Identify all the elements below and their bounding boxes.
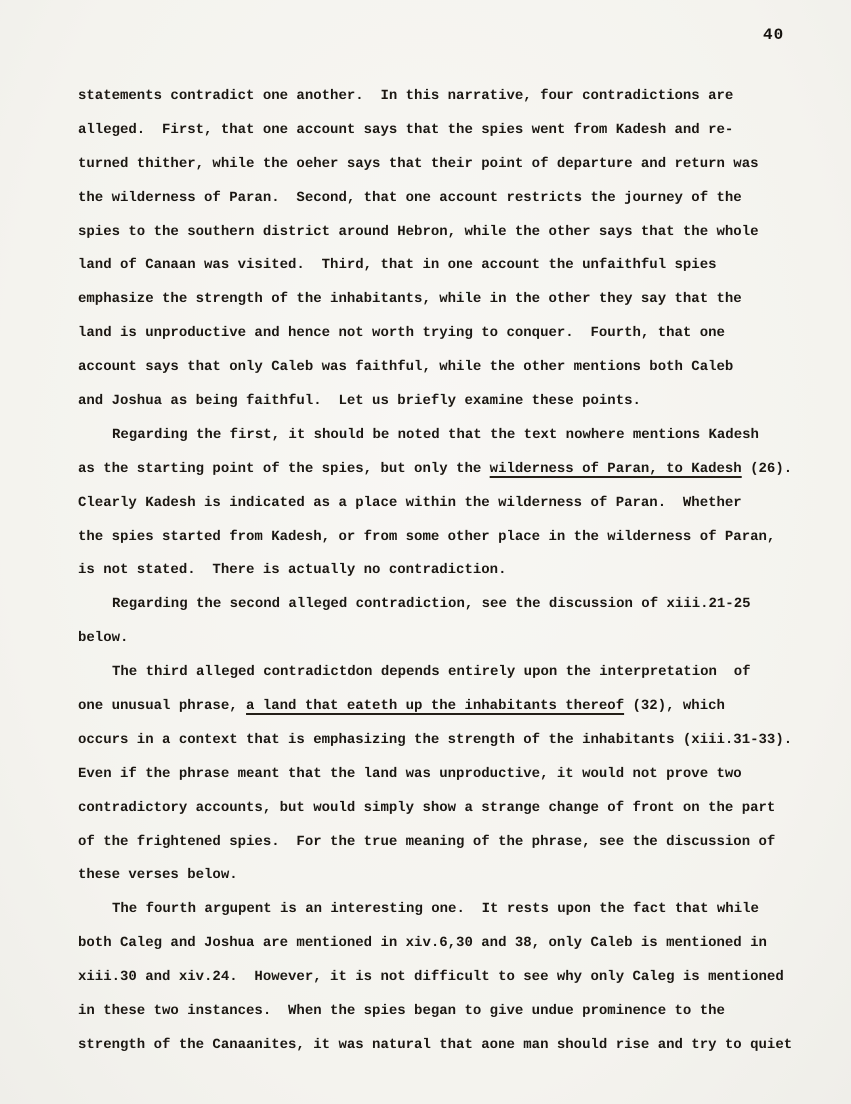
text-line [78,893,818,927]
text-line [78,317,818,351]
text-line [78,554,818,588]
text-segment: land of Canaan was visited. Third, that in one account the unfaithful spies [78,257,717,274]
text-segment: The fourth argupent is an interesting one. It rests upon the fact that while [112,901,759,918]
text-line [78,859,818,893]
text-segment: in these two instances. When the spies began to give undue prominence to the [78,1003,725,1020]
text-segment: (26). [741,460,793,477]
text-line [78,995,818,1029]
text-line [78,114,818,148]
text-segment: one unusual phrase, [78,698,247,715]
text-line [78,419,818,453]
text-line [78,792,818,826]
text-segment: alleged. First, that one account says that the spies went from Kadesh and re- [78,121,734,138]
text-segment: land is unproductive and hence not worth trying to conquer. Fourth, that one [78,325,725,342]
text-line [78,724,818,758]
text-segment: xiii.30 and xiv.24. However, it is not difficult to see why only Caleg is mentioned [78,969,784,986]
text-line [78,249,818,283]
text-segment: the spies started from Kadesh, or from some other place in the wilderness of Paran, [78,528,776,545]
text-line [78,927,818,961]
text-line [78,826,818,860]
text-line [78,351,818,385]
text-line [78,283,818,317]
text-segment: Even if the phrase meant that the land was unproductive, it would not prove two [78,765,742,782]
text-line [78,453,818,487]
text-segment: below. [78,630,129,647]
text-line [78,80,818,114]
text-segment: these verses below. [78,867,238,884]
text-segment: turned thither, while the oeher says that their point of departure and return was [78,155,759,172]
text-line [78,622,818,656]
text-segment: of the frightened spies. For the true meaning of the phrase, see the discussion of [78,833,776,850]
text-segment: both Caleg and Joshua are mentioned in xiv.6,30 and 38, only Caleb is mentioned in [78,935,767,952]
text-segment: spies to the southern district around Hebron, while the other says that the whole [78,223,759,240]
page-number: 40 [763,26,785,44]
text-segment: and Joshua as being faithful. Let us briefly examine these points. [78,393,641,410]
text-line [78,690,818,724]
text-line [78,656,818,690]
text-segment: statements contradict one another. In this narrative, four contradictions are [78,88,734,104]
text-segment: strength of the Canaanites, it was natural that aone man should rise and try to quiet [78,1036,793,1053]
text-segment: emphasize the strength of the inhabitants, while in the other they say that the [78,291,742,308]
text-line [78,758,818,792]
text-segment: (32), which [624,698,725,715]
text-segment: Clearly Kadesh is indicated as a place within the wilderness of Paran. Whether [78,494,742,511]
text-segment: Regarding the second alleged contradiction, see the discussion of xiii.21-25 [112,596,751,613]
text-line [78,588,818,622]
underlined-phrase: wilderness of Paran, to Kadesh [489,460,742,477]
text-segment: occurs in a context that is emphasizing the strength of the inhabitants (xiii.31-33). [78,731,793,748]
text-segment: Regarding the first, it should be noted that the text nowhere mentions Kadesh [112,426,759,443]
text-line [78,182,818,216]
text-segment: contradictory accounts, but would simply show a strange change of front on the part [78,799,776,816]
text-line [78,487,818,521]
underlined-phrase: a land that eateth up the inhabitants thereof [246,698,625,715]
text-segment: The third alleged contradictdon depends entirely upon the interpretation of [112,664,751,681]
text-segment: account says that only Caleb was faithful, while the other mentions both Caleb [78,359,734,376]
text-segment: the wilderness of Paran. Second, that one account restricts the journey of the [78,189,742,206]
text-line [78,216,818,250]
text-line [78,521,818,555]
text-line [78,148,818,182]
text-line [78,961,818,995]
text-line [78,385,818,419]
text-line [78,1029,818,1063]
text-segment: is not stated. There is actually no contradiction. [78,562,507,579]
document-body [78,80,818,1063]
text-segment: as the starting point of the spies, but only the [78,460,490,477]
